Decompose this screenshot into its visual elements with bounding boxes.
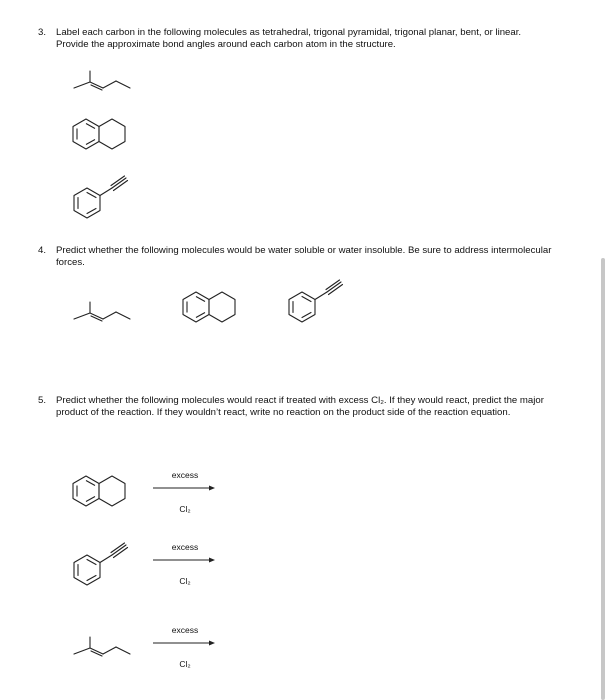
question-text xyxy=(56,27,521,52)
molecule-tetralin xyxy=(73,119,127,151)
question-text xyxy=(56,245,551,270)
molecule-alkene xyxy=(74,71,132,93)
arrow-icon xyxy=(153,640,217,646)
question-line: Predict whether the following molecules would be water soluble or water insoluble. Be sure to address intermolecular xyxy=(56,245,552,256)
reagent-label: excess xyxy=(171,470,199,480)
molecule-phenylacetylene xyxy=(289,282,345,324)
question-number: 3. xyxy=(38,27,47,38)
question-line: Predict whether the following molecules would react if treated with excess Cl₂. If they would react, predict the major xyxy=(56,395,544,406)
molecule-phenylacetylene xyxy=(74,178,130,220)
arrow-icon xyxy=(153,485,217,491)
question-number: 4. xyxy=(38,245,47,256)
reagent-label: excess xyxy=(171,542,199,552)
molecule-phenylacetylene xyxy=(74,545,130,587)
question-line: Label each carbon in the following molecules as tetrahedral, trigonal pyramidal, trigonal planar, bent, or linear. xyxy=(56,27,522,38)
reaction-arrow-2 xyxy=(153,542,223,592)
reaction-arrow-3 xyxy=(153,625,223,675)
molecule-alkene xyxy=(74,302,132,324)
question-text xyxy=(56,395,544,420)
question-number: 5. xyxy=(38,395,47,406)
reaction-arrow-1 xyxy=(153,470,223,520)
reagent-label: Cl₂ xyxy=(179,659,191,669)
molecule-alkene xyxy=(74,637,132,659)
scrollbar[interactable] xyxy=(601,258,605,700)
molecule-tetralin xyxy=(183,292,237,324)
question-line: Provide the approximate bond angles around each carbon atom in the structure. xyxy=(56,39,396,51)
reagent-label: excess xyxy=(171,625,199,635)
reagent-label: Cl₂ xyxy=(179,504,191,514)
molecule-tetralin xyxy=(73,476,127,508)
question-line: product of the reaction. If they wouldn’t react, write no reaction on the product side of the reaction equation. xyxy=(56,407,511,419)
reagent-label: Cl₂ xyxy=(179,576,191,586)
question-line: forces. xyxy=(56,257,85,269)
arrow-icon xyxy=(153,557,217,563)
